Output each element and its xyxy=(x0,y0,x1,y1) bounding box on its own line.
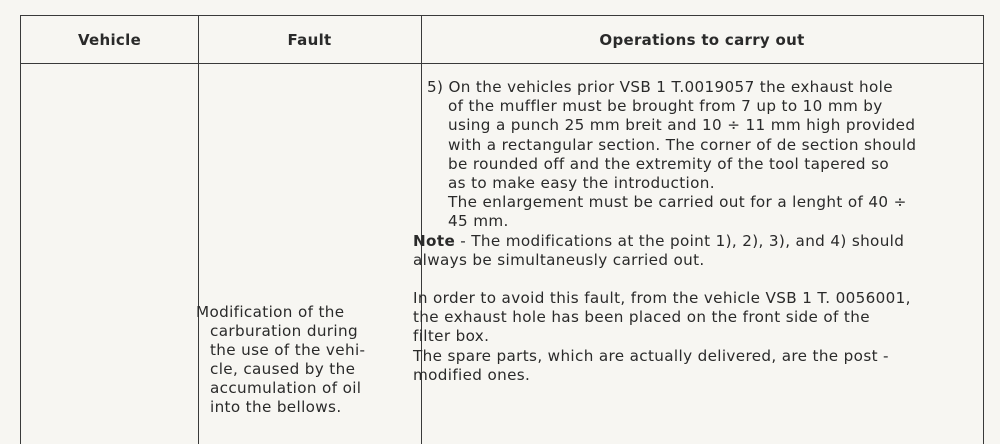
item-5-line: with a rectangular section. The corner of de section should xyxy=(448,135,917,154)
enlargement-line: The enlargement must be carried out for a lenght of 40 ÷ xyxy=(448,193,907,212)
fault-line: the use of the vehi- xyxy=(210,341,366,359)
item-5-line: be rounded off and the extremity of the tool tapered so xyxy=(448,154,889,173)
note-text: - The modifications at the point 1), 2), 3), and 4) should xyxy=(455,231,905,250)
header-vehicle: Vehicle xyxy=(77,30,142,49)
fault-line: cle, caused by the xyxy=(210,360,356,378)
note-label: Note xyxy=(413,231,456,250)
header-divider xyxy=(21,63,983,64)
avoid-fault-line: filter box. xyxy=(413,327,490,346)
note-line: always be simultaneusly carried out. xyxy=(413,250,705,269)
fault-line: into the bellows. xyxy=(210,398,342,416)
enlargement-line: 45 mm. xyxy=(448,212,509,231)
header-operations: Operations to carry out xyxy=(599,30,805,49)
note-line xyxy=(413,232,961,251)
operations-description xyxy=(413,78,961,385)
avoid-fault-line: the exhaust hole has been placed on the front side of the xyxy=(413,308,870,327)
item-5-line: using a punch 25 mm breit and 10 ÷ 11 mm high provided xyxy=(448,116,916,135)
item-5-first-line: 5) On the vehicles prior VSB 1 T.0019057 the exhaust hole xyxy=(427,78,893,96)
fault-line: carburation during xyxy=(210,322,358,340)
spare-parts-line: modified ones. xyxy=(413,365,531,384)
header-fault: Fault xyxy=(287,30,332,49)
avoid-fault-line: In order to avoid this fault, from the vehicle VSB 1 T. 0056001, xyxy=(413,289,911,308)
item-5-line: as to make easy the introduction. xyxy=(448,174,715,193)
item-5-line: of the muffler must be brought from 7 up to 10 mm by xyxy=(448,97,883,116)
fault-description xyxy=(196,303,382,417)
fault-line: Modification of the xyxy=(196,303,345,321)
fault-line: accumulation of oil xyxy=(210,379,362,397)
spare-parts-line: The spare parts, which are actually delivered, are the post - xyxy=(413,346,889,365)
